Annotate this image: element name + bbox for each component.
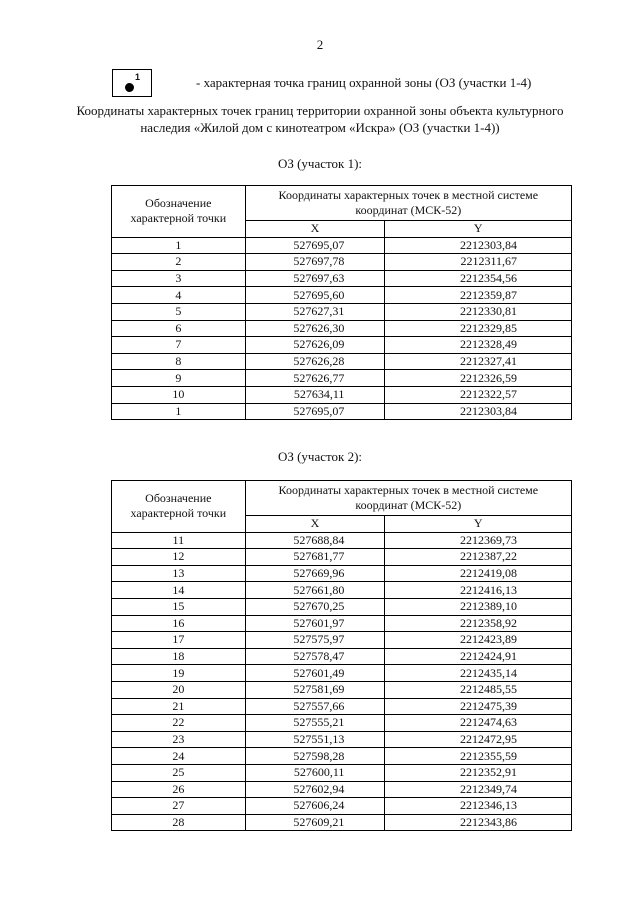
coordinates-table-1 [111,185,572,420]
table-row [112,237,572,254]
table-row [112,698,572,715]
x-cell: 527681,77 [245,549,385,566]
y-column-header: Y [385,516,572,533]
y-cell: 2212359,87 [385,287,572,304]
coordinates-table-2 [111,480,572,831]
y-cell: 2212343,86 [385,814,572,831]
y-cell: 2212311,67 [385,254,572,271]
y-cell: 2212327,41 [385,353,572,370]
table-row [112,254,572,271]
coords-header-line-2: координат (МСК-52) [355,203,462,217]
x-cell: 527695,60 [245,287,385,304]
legend-marker-label: 1 [135,72,141,82]
x-cell: 527581,69 [245,681,385,698]
y-cell: 2212472,95 [385,731,572,748]
y-cell: 2212330,81 [385,303,572,320]
x-column-header: X [245,221,385,238]
x-cell: 527606,24 [245,798,385,815]
point-cell: 6 [112,320,246,337]
table-row [112,781,572,798]
table-row [112,370,572,387]
page-number: 2 [316,37,324,52]
legend [112,68,532,98]
table-row [112,665,572,682]
table-row [112,565,572,582]
table-row [112,287,572,304]
x-cell: 527551,13 [245,731,385,748]
y-cell: 2212322,57 [385,386,572,403]
table-row [112,632,572,649]
table-row [112,715,572,732]
section-2-title: ОЗ (участок 2): [277,449,363,464]
x-cell: 527557,66 [245,698,385,715]
x-cell: 527602,94 [245,781,385,798]
point-cell: 12 [112,549,246,566]
point-cell: 28 [112,814,246,831]
y-cell: 2212355,59 [385,748,572,765]
table-row [112,731,572,748]
point-cell: 23 [112,731,246,748]
table-row [112,582,572,599]
x-cell: 527697,78 [245,254,385,271]
heading-line-1: Координаты характерных точек границ территории охранной зоны объекта культурного [76,103,564,118]
point-cell: 5 [112,303,246,320]
table-row [112,353,572,370]
y-cell: 2212389,10 [385,598,572,615]
x-cell: 527695,07 [245,403,385,420]
boundary-point-icon [125,83,134,92]
x-cell: 527555,21 [245,715,385,732]
table-row [112,337,572,354]
y-cell: 2212419,08 [385,565,572,582]
point-cell: 1 [112,403,246,420]
y-cell: 2212352,91 [385,764,572,781]
table-row [112,681,572,698]
point-cell: 4 [112,287,246,304]
point-cell: 19 [112,665,246,682]
table-row [112,386,572,403]
section-1-title: ОЗ (участок 1): [277,156,363,171]
x-cell: 527626,77 [245,370,385,387]
x-cell: 527578,47 [245,648,385,665]
x-cell: 527670,25 [245,598,385,615]
point-header-line-2: характерной точки [130,506,227,521]
point-cell: 20 [112,681,246,698]
table-row [112,303,572,320]
coords-header-line-1: Координаты характерных точек в местной системе [278,483,539,497]
y-cell: 2212369,73 [385,532,572,549]
point-cell: 14 [112,582,246,599]
point-cell: 26 [112,781,246,798]
table-row [112,598,572,615]
x-cell: 527575,97 [245,632,385,649]
point-header-line-1: Обозначение [145,196,212,211]
point-header-line-1: Обозначение [145,491,212,506]
y-cell: 2212358,92 [385,615,572,632]
table-row [112,615,572,632]
point-cell: 15 [112,598,246,615]
x-cell: 527697,63 [245,270,385,287]
x-cell: 527634,11 [245,386,385,403]
x-cell: 527626,30 [245,320,385,337]
coords-column-header [245,481,571,516]
point-cell: 22 [112,715,246,732]
coords-column-header [245,186,571,221]
point-cell: 2 [112,254,246,271]
point-cell: 13 [112,565,246,582]
x-cell: 527598,28 [245,748,385,765]
point-column-header [112,481,246,533]
y-cell: 2212416,13 [385,582,572,599]
x-cell: 527626,09 [245,337,385,354]
x-cell: 527661,80 [245,582,385,599]
x-cell: 527626,28 [245,353,385,370]
point-cell: 9 [112,370,246,387]
x-cell: 527695,07 [245,237,385,254]
y-cell: 2212303,84 [385,403,572,420]
point-cell: 27 [112,798,246,815]
x-cell: 527669,96 [245,565,385,582]
x-cell: 527601,49 [245,665,385,682]
table-row [112,320,572,337]
point-cell: 7 [112,337,246,354]
point-column-header [112,186,246,238]
document-heading [0,102,640,136]
coords-header-line-2: координат (МСК-52) [355,498,462,512]
point-cell: 8 [112,353,246,370]
table-row [112,270,572,287]
y-cell: 2212326,59 [385,370,572,387]
y-cell: 2212435,14 [385,665,572,682]
point-cell: 17 [112,632,246,649]
y-cell: 2212387,22 [385,549,572,566]
x-cell: 527609,21 [245,814,385,831]
table-row [112,798,572,815]
y-cell: 2212423,89 [385,632,572,649]
x-cell: 527688,84 [245,532,385,549]
point-cell: 24 [112,748,246,765]
table-row [112,814,572,831]
y-cell: 2212485,55 [385,681,572,698]
point-cell: 11 [112,532,246,549]
x-cell: 527600,11 [245,764,385,781]
point-cell: 21 [112,698,246,715]
y-column-header: Y [385,221,572,238]
point-cell: 10 [112,386,246,403]
y-cell: 2212303,84 [385,237,572,254]
y-cell: 2212474,63 [385,715,572,732]
table-row [112,764,572,781]
legend-marker-box [112,69,152,97]
table-row [112,549,572,566]
y-cell: 2212475,39 [385,698,572,715]
x-column-header: X [245,516,385,533]
y-cell: 2212424,91 [385,648,572,665]
table-row [112,648,572,665]
coords-header-line-1: Координаты характерных точек в местной системе [278,188,539,202]
y-cell: 2212328,49 [385,337,572,354]
x-cell: 527601,97 [245,615,385,632]
point-cell: 1 [112,237,246,254]
legend-text: - характерная точка границ охранной зоны (ОЗ (участки 1-4) [196,75,532,90]
y-cell: 2212346,13 [385,798,572,815]
point-header-line-2: характерной точки [130,211,227,226]
point-cell: 25 [112,764,246,781]
point-cell: 18 [112,648,246,665]
y-cell: 2212354,56 [385,270,572,287]
table-row [112,532,572,549]
heading-line-2: наследия «Жилой дом с кинотеатром «Искра» (ОЗ (участки 1-4)) [140,120,500,135]
y-cell: 2212349,74 [385,781,572,798]
point-cell: 3 [112,270,246,287]
table-row [112,403,572,420]
y-cell: 2212329,85 [385,320,572,337]
x-cell: 527627,31 [245,303,385,320]
point-cell: 16 [112,615,246,632]
table-row [112,748,572,765]
